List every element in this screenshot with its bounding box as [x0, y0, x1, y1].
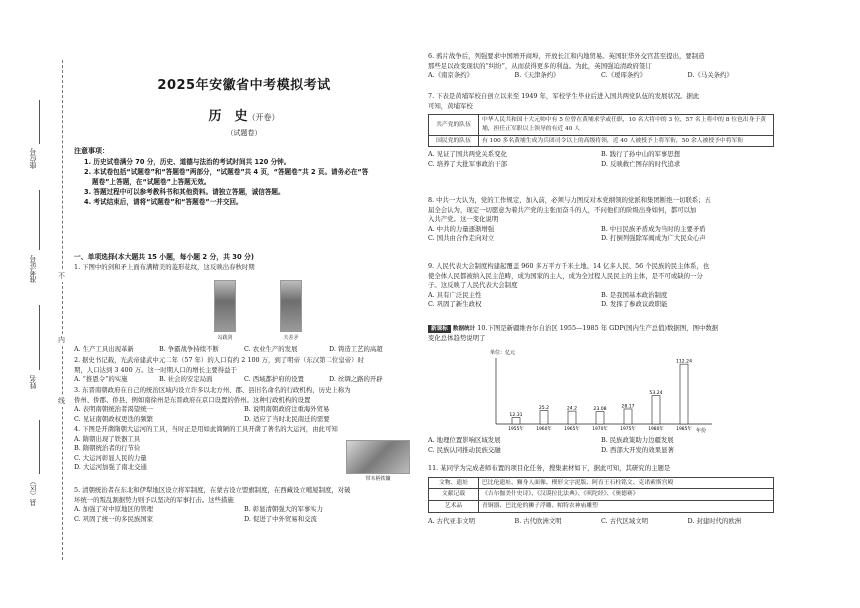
table-row: [429, 489, 774, 501]
option-a[interactable]: A. 加强了对中原地区的管理: [74, 505, 153, 514]
name-line: [39, 305, 40, 370]
x-axis-suffix: 年份: [696, 428, 707, 434]
gdp-chart: [486, 346, 726, 434]
option-b[interactable]: B. 彰显清朝强大的军事实力: [244, 505, 324, 514]
bar: [540, 411, 548, 424]
bar: [652, 396, 660, 424]
table-row: [429, 477, 774, 489]
bar-value-label: 25.2: [538, 406, 550, 412]
gdp-chart-svg: [486, 346, 726, 434]
section-heading: 一、单项选择(本大题共 15 小题，每小题 2 分，共 30 分): [74, 253, 254, 261]
option-b[interactable]: B. 践行了孙中山的军事思想: [601, 150, 681, 159]
x-tick-label: 1960年: [536, 427, 552, 432]
option-c[interactable]: C. 巩固了新生政权: [428, 300, 482, 309]
option-d[interactable]: D. 丝绸之路的开辟: [329, 375, 383, 384]
table-row: [429, 500, 774, 512]
volume-label: （试题卷）: [226, 129, 262, 137]
x-tick-label: 1985年: [676, 427, 692, 432]
question-stem: 入共产党。这一变化说明: [428, 215, 499, 224]
question-3: [74, 386, 414, 424]
notice-heading: 注意事项：: [74, 147, 109, 155]
option-b[interactable]: B. 说明南朝政府注重海外贸易: [244, 405, 330, 414]
question-7: [428, 92, 774, 170]
x-tick-label: 1965年: [564, 427, 580, 432]
option-d[interactable]: D. 发挥了参政议政职能: [601, 300, 668, 309]
question-stem: 2. 据史书记载，光武帝建武中元二年（57 年）的人口有约 2 100 万，到了明帝（东汉第二位皇帝）时: [74, 356, 364, 364]
subject-name: 历 史: [208, 109, 248, 124]
option-d[interactable]: D. 铸造工艺的高超: [329, 345, 383, 353]
x-tick-label: 1975年: [620, 427, 636, 432]
seat-number-line: [39, 100, 40, 144]
question-stem: 使全体人民都被纳入民主范畴，成为国家的主人，成为全过程人民民主的主体，是不可或缺的一分: [428, 271, 703, 280]
table-cell: 中华人民共和国十大元帅中有 5 位曾在黄埔求学或任职，10 名大将中的 3 位，57 名上将中的 8 位也出身于黄埔，担任正军职以上领导的有近 40 人: [479, 115, 774, 135]
option-c[interactable]: C. 国共由合作走向对立: [428, 234, 495, 243]
bar-value-label: 23.08: [593, 407, 607, 413]
bar-value-label: 53.24: [649, 391, 663, 397]
question-stem: 变化总体趋势说明了: [428, 333, 486, 342]
question-stem: 坏统一的叛乱割据势力则予以坚决的军事打击。这些措施: [74, 495, 234, 504]
option-a[interactable]: A. 隋朝出现了铁器工具: [74, 434, 141, 443]
bar-value-label: 24.2: [566, 406, 578, 412]
question-stem: 可知，黄埔军校: [428, 101, 473, 110]
notice-item: 4. 考试结束后，请将“试题卷”和“答题卷”一并交回。: [84, 198, 243, 207]
option-d[interactable]: D. 适应了当时北民南迁的需要: [244, 414, 330, 423]
option-d[interactable]: D. 打倒列强除军阀成为广大民众心声: [601, 234, 706, 243]
option-d[interactable]: D. 促进了中外贸易和交流: [244, 514, 317, 523]
option-c[interactable]: C. 古代区域文明: [601, 516, 649, 525]
question-stem: 3. 东晋南朝政府在自己的统治区域内设立许多以北方州、郡、县旧名命名的行政机构，历史上称为: [74, 386, 351, 394]
iron-sickle-image: [346, 440, 410, 474]
bar: [568, 411, 576, 424]
question-9: [428, 262, 774, 310]
question-10: [428, 324, 774, 343]
cut-mark: 内: [58, 336, 65, 344]
new-standard-tag: 新课标: [428, 325, 451, 333]
question-2: [74, 356, 414, 385]
bar: [512, 417, 520, 424]
bar-group: [508, 359, 692, 432]
y-axis-label: 单位：亿元: [490, 350, 516, 356]
option-b[interactable]: B. 争霸战争持续不断: [159, 345, 219, 353]
option-c[interactable]: C. 西域都护府的设置: [244, 375, 304, 384]
sword-caption: 勾践剑: [217, 335, 233, 341]
option-b[interactable]: B. 隋朝统治者的行节俭: [74, 444, 141, 453]
name-label: 姓名: [29, 375, 37, 389]
notice-item: 1. 历史试卷满分 70 分，历史、道德与法治的考试时间共 120 分钟。: [84, 157, 291, 166]
notice-item: 3. 答题过程中可以参考教科书和其他资料。请独立答题，诚信答题。: [84, 188, 285, 197]
exam-number-line: [39, 190, 40, 250]
cut-line: [62, 60, 63, 560]
bar-value-label: 28.17: [621, 404, 635, 410]
option-c[interactable]: C. 巩固了统一的多民族国家: [74, 514, 154, 523]
option-a[interactable]: A.《南京条约》: [428, 71, 473, 80]
option-a[interactable]: A. “推恩令”的实施: [74, 375, 128, 384]
question-1-options: [74, 345, 414, 355]
question-11: [428, 464, 774, 526]
cut-mark: 线: [58, 397, 65, 405]
question-8: [428, 196, 774, 244]
option-b[interactable]: B. 民族政策助力边疆发展: [601, 436, 674, 444]
right-column: [428, 0, 774, 608]
x-tick-label: 1955年: [508, 427, 524, 432]
table-head-cell: 国民党的队伍: [429, 135, 479, 147]
option-a[interactable]: A. 生产工具出现革新: [74, 345, 134, 353]
county-line: [39, 420, 40, 474]
notice-item: 2. 本试卷包括“试题卷”和“答题卷”两部分，“试题卷”共 4 页，“答题卷”共 2 页。请务必在“答: [84, 167, 369, 176]
option-b[interactable]: B. 是我国基本政治制度: [601, 290, 668, 299]
option-c[interactable]: C. 农业生产的发展: [244, 345, 298, 353]
subject-note: （开卷）: [247, 113, 280, 122]
table-head-cell: 文物、遗址: [429, 477, 479, 489]
subject-title: [74, 107, 414, 127]
seat-number-label: 座位号: [29, 148, 37, 169]
bar: [596, 412, 604, 424]
bar-value-label: 12.31: [509, 412, 523, 418]
option-a[interactable]: A. 具有广泛民主性: [428, 290, 482, 299]
option-c[interactable]: C. 培养了大批军事政治干部: [428, 159, 508, 168]
option-d[interactable]: D. 反映救亡图存的时代追求: [601, 159, 681, 168]
question-stem: 5. 清朝统治者在东北和伊犁地区设立将军制度，在蒙古设立盟旗制度，在西藏设立噶厦制度，对破: [74, 486, 351, 494]
question-6: [428, 52, 774, 81]
table-head-cell: 共产党的队伍: [429, 115, 479, 135]
option-d[interactable]: D. 西部大开发的效果显著: [601, 445, 674, 454]
table-head-cell: 艺术品: [429, 500, 479, 512]
county-label: 县（区）: [29, 478, 37, 506]
question-stem: 8. 中共一大认为，党的工作规定，加入前，必须与力图反对本党纲领的党派和集团断绝一切联系；五: [428, 196, 711, 204]
table-row: [429, 115, 774, 135]
data-stats-tag: 数据统计: [452, 326, 476, 332]
question-stem: 子。这反映了人民代表大会制度: [428, 281, 518, 290]
option-a[interactable]: A. 古代亚非文明: [428, 516, 476, 525]
option-c[interactable]: C. 民族认同推动民族交融: [428, 445, 501, 454]
question-stem: 4. 下图是开凿隋朝大运河的工具，当时正是用如此简陋的工具开凿了著名的大运河，由此可知: [74, 425, 338, 433]
spear-image: [280, 280, 302, 332]
iron-sickle-caption: 带木柄铁镰: [365, 476, 391, 482]
option-b[interactable]: B. 中日民族矛盾成为当时的主要矛盾: [601, 224, 706, 233]
question-1: [74, 252, 414, 273]
question-5: [74, 486, 414, 524]
option-d[interactable]: D. 大运河加强了南北交通: [74, 463, 147, 472]
notice-block: [74, 146, 414, 208]
binding-margin: [0, 0, 74, 608]
bar: [680, 364, 688, 424]
spear-caption: 夫差矛: [283, 335, 299, 341]
table-cell: 巴比伦遗址、狮身人面像、楔形文字泥版、阿育王石柱铭文、克诺索斯宫殿: [479, 477, 774, 489]
bar-value-label: 112.24: [675, 359, 693, 365]
left-column: [74, 0, 414, 608]
question-stem: 9. 人民代表大会制度构建起覆盖 960 多万平方千米土地、14 亿多人民、56 个民族的民主体系，也: [428, 262, 710, 270]
x-tick-label: 1980年: [648, 427, 664, 432]
option-b[interactable]: B. 古代欧洲文明: [514, 516, 562, 525]
notice-item: 题卷”上答题，在“试题卷”上答题无效。: [92, 177, 211, 186]
option-c[interactable]: C. 见证南朝政权更迭的频繁: [74, 414, 154, 423]
option-d[interactable]: D. 封建时代的欧洲: [687, 516, 742, 525]
question-stem: 届全会认为，现定一切愿意为着共产党的主张而奋斗的人，不问他们的阶级出身如何，都可以加: [428, 205, 697, 214]
question-10-options: [428, 436, 774, 455]
table-row: [429, 135, 774, 147]
option-c[interactable]: C. 大运河彰显人民的力量: [74, 453, 147, 462]
bar: [624, 409, 632, 424]
table-head-cell: 文献记载: [429, 489, 479, 501]
option-a[interactable]: A. 中共的力量逐渐增强: [428, 224, 495, 233]
exam-number-label: 准考证号: [29, 255, 37, 283]
table-cell: 青铜器、巴比伦的狮子浮雕、帕特农神庙雕塑: [479, 500, 774, 512]
q7-table: [428, 114, 774, 147]
question-stem: 7. 下表是黄埔军校自创立以来至 1949 年，军校学生毕业后进入国共两党队伍的发展状况。据此: [428, 92, 700, 100]
option-b[interactable]: B.《天津条约》: [514, 71, 560, 80]
option-a[interactable]: A. 表明南朝统治者渴望统一: [74, 405, 153, 414]
table-cell: 《吉尔伽美什史诗》、《汉谟拉比法典》、《吠陀经》、《奥德赛》: [479, 489, 774, 501]
option-a[interactable]: A. 地理位置影响区域发展: [428, 436, 501, 444]
question-stem: 1. 下图中的剑和矛上面布满精美的菱形花纹，这反映出春秋时期: [74, 263, 255, 272]
question-stem: 侨州、侨郡、侨县，例如南徐州是东晋政府在京口设置的侨州。这种行政机构的设置: [74, 395, 311, 404]
question-stem: 10.下图是新疆维吾尔自治区 1955—1985 年 GDP(国内生产总值)数据图，图中数据: [477, 324, 719, 332]
question-stem: 6. 鸦片战争后，列强要求中国增开商埠，开放长江和内地贸易。英国驻华外交官甚至提出，要制造: [428, 52, 705, 60]
option-c[interactable]: C.《瑷珲条约》: [601, 71, 647, 80]
q11-table: [428, 477, 774, 513]
cut-mark: 不: [58, 272, 65, 280]
option-d[interactable]: D.《马关条约》: [687, 71, 733, 80]
sword-image: [214, 280, 236, 332]
question-stem: 期，人口达到 3 400 万。这一时期人口的增长主要得益于: [74, 365, 237, 374]
table-cell: 有 100 多名黄埔生成为兵团司令以上的高级将领，近 40 人被授予上将军衔，50 余人被授予中将军衔: [479, 135, 774, 147]
x-tick-label: 1970年: [592, 427, 608, 432]
option-a[interactable]: A. 见证了国共两党关系变化: [428, 150, 507, 159]
exam-title: 2025年安徽省中考模拟考试: [157, 78, 331, 93]
question-stem-line: [428, 324, 774, 334]
question-stem: 那些足以改变现状的“纠纷”，从而获得更多的利益。为此，英国强迫清政府签订: [428, 61, 652, 70]
option-b[interactable]: B. 社会的安定局面: [159, 375, 213, 384]
question-stem: 11. 某同学为完成老师布置的项目化任务，搜集素材如下，据此可知，其研究的主题是: [428, 464, 671, 472]
